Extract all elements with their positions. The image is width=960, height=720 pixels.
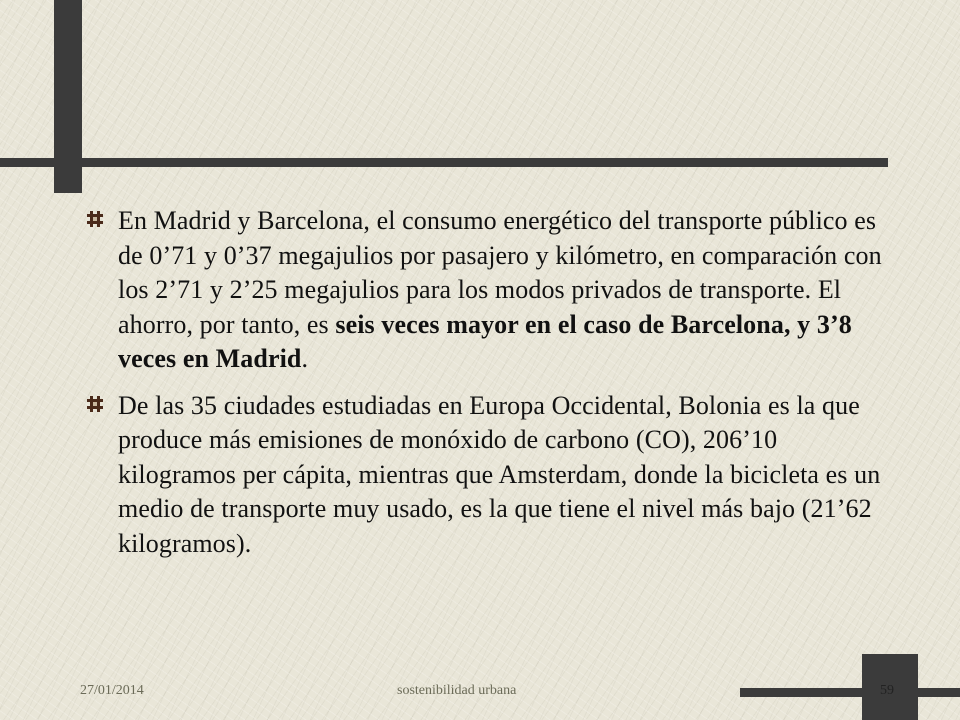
decorative-horizontal-bar-bottom-left	[740, 688, 862, 697]
bullet-text-2: De las 35 ciudades estudiadas en Europa Occidental, Bolonia es la que produce más emisiones de monóxido de carbono (CO), 206’10 kilogramos per cápita, mientras que Amsterdam, donde la bicicleta es un medio de transporte muy usado, es la que tiene el nivel más bajo (21’62 kilogramos).	[118, 390, 881, 558]
bullet-list	[86, 204, 886, 573]
hash-bullet-icon	[86, 395, 104, 413]
footer-date: 27/01/2014	[80, 683, 144, 698]
footer-title: sostenibilidad urbana	[397, 683, 517, 698]
bullet-item-2	[86, 389, 886, 562]
bullet-text-1-bold: seis veces mayor en el caso de Barcelona, y 3’8 veces en Madrid	[118, 309, 852, 373]
bullet-item-1	[86, 204, 886, 377]
decorative-horizontal-bar-bottom-right	[918, 688, 960, 697]
bullet-text-1: En Madrid y Barcelona, el consumo energético del transporte público es de 0’71 y 0’37 megajulios por pasajero y kilómetro, en comparación con los 2’71 y 2’25 megajulios para los modos privados de transporte. El ahorro, por tanto, es seis veces mayor en el caso de Barcelona, y 3’8 veces en Madrid.	[118, 206, 882, 373]
decorative-horizontal-bar-top	[0, 158, 888, 167]
hash-bullet-icon	[86, 210, 104, 228]
slide-number: 59	[880, 683, 894, 698]
